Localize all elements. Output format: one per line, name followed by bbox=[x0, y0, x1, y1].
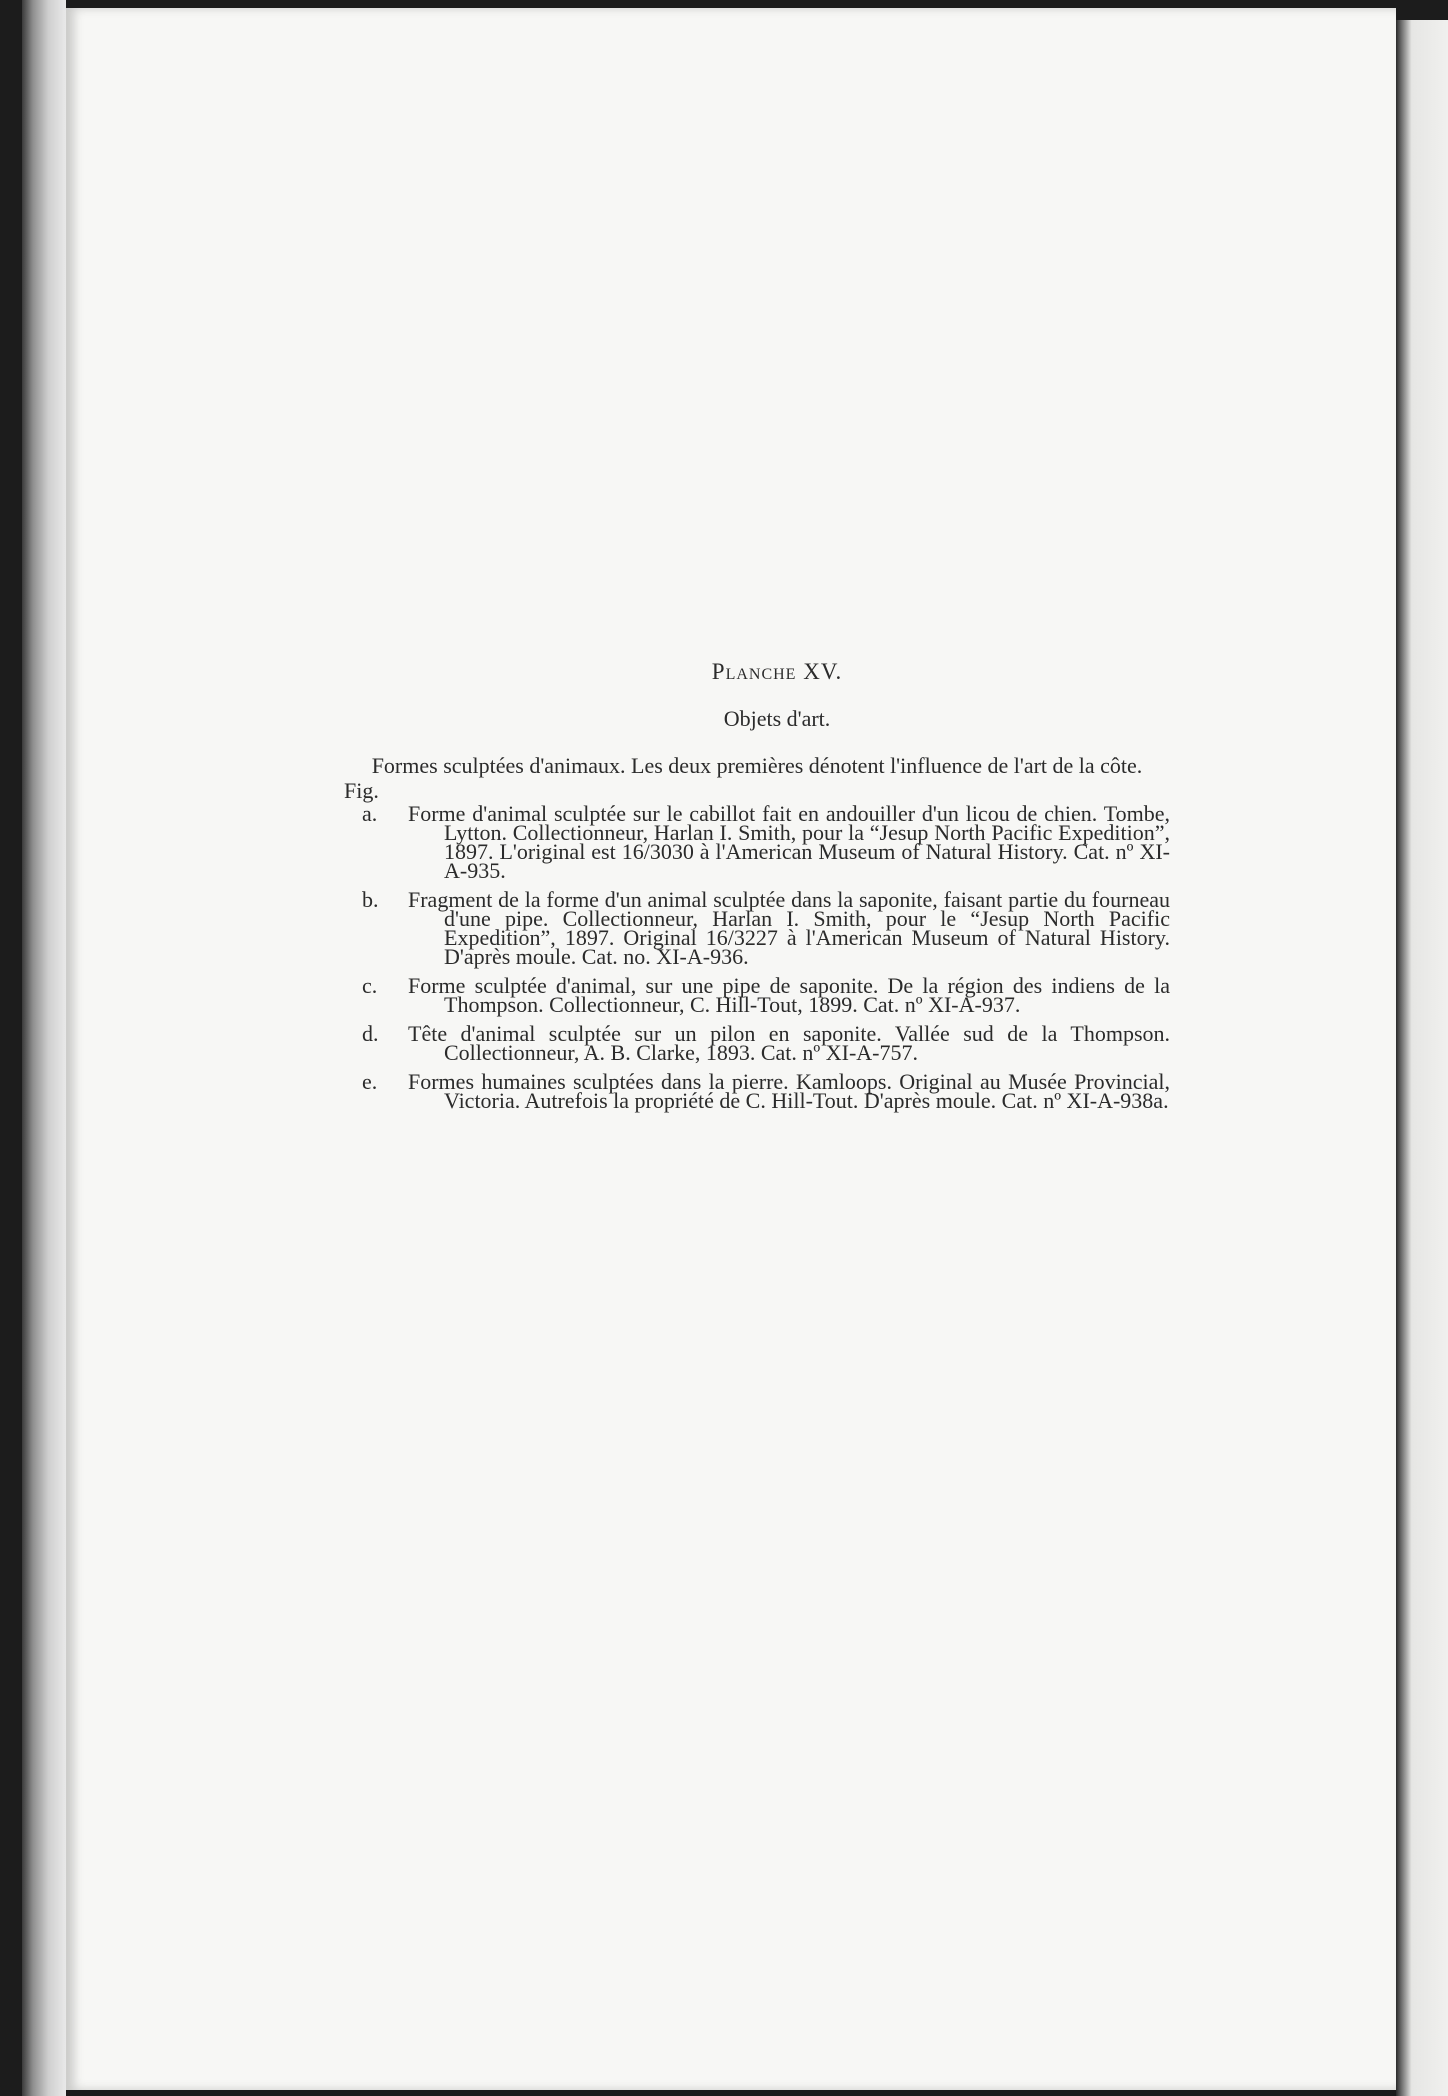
figure-letter: a. bbox=[362, 801, 378, 826]
plate-title: Planche XV. bbox=[711, 659, 843, 684]
figure-description: Formes humaines sculptées dans la pierre. Kamloops. Original au Musée Provincial, Victoria. Autrefois la propriété de C. Hill-Tout. D'après moule. Cat. nº XI-A-938a. bbox=[408, 1069, 1170, 1113]
figure-description: Tête d'animal sculptée sur un pilon en saponite. Vallée sud de la Thompson. Collectionneur, A. B. Clarke, 1893. Cat. nº XI-A-757. bbox=[408, 1021, 1170, 1065]
page-binding-edge bbox=[22, 0, 66, 2096]
figure-description: Forme d'animal sculptée sur le cabillot fait en andouiller d'un licou de chien. Tombe, Lytton. Collectionneur, Harlan I. Smith, pour la “Jesup North Pacific Expedition”, 1897. L'original est 16/3030 à l'American Museum of Natural History. Cat. nº XI-A-935. bbox=[408, 801, 1170, 883]
adjacent-page-edge bbox=[1396, 20, 1448, 2096]
figure-item-d bbox=[344, 1021, 1170, 1065]
figure-item-c bbox=[344, 973, 1170, 1017]
figure-letter: b. bbox=[362, 887, 379, 912]
figure-description: Forme sculptée d'animal, sur une pipe de saponite. De la région des indiens de la Thompson. Collectionneur, C. Hill-Tout, 1899. Cat. nº XI-A-937. bbox=[408, 973, 1170, 1017]
plate-intro: Formes sculptées d'animaux. Les deux premières dénotent l'influence de l'art de la côte. bbox=[371, 753, 1143, 778]
figure-item-a bbox=[344, 801, 1170, 883]
figure-description: Fragment de la forme d'un animal sculptée dans la saponite, faisant partie du fourneau d'une pipe. Collectionneur, Harlan I. Smith, pour le “Jesup North Pacific Expedition”, 1897. Original 16/3227 à l'American Museum of Natural History. D'après moule. Cat. no. XI-A-936. bbox=[408, 887, 1170, 969]
figure-letter: d. bbox=[362, 1021, 379, 1046]
plate-subtitle: Objets d'art. bbox=[723, 706, 831, 731]
figure-item-e bbox=[344, 1069, 1170, 1113]
figure-letter: c. bbox=[362, 973, 378, 998]
fig-label: Fig. bbox=[344, 778, 379, 803]
plate-caption-block bbox=[344, 659, 1170, 1120]
figure-item-b bbox=[344, 887, 1170, 969]
figure-letter: e. bbox=[362, 1069, 378, 1094]
